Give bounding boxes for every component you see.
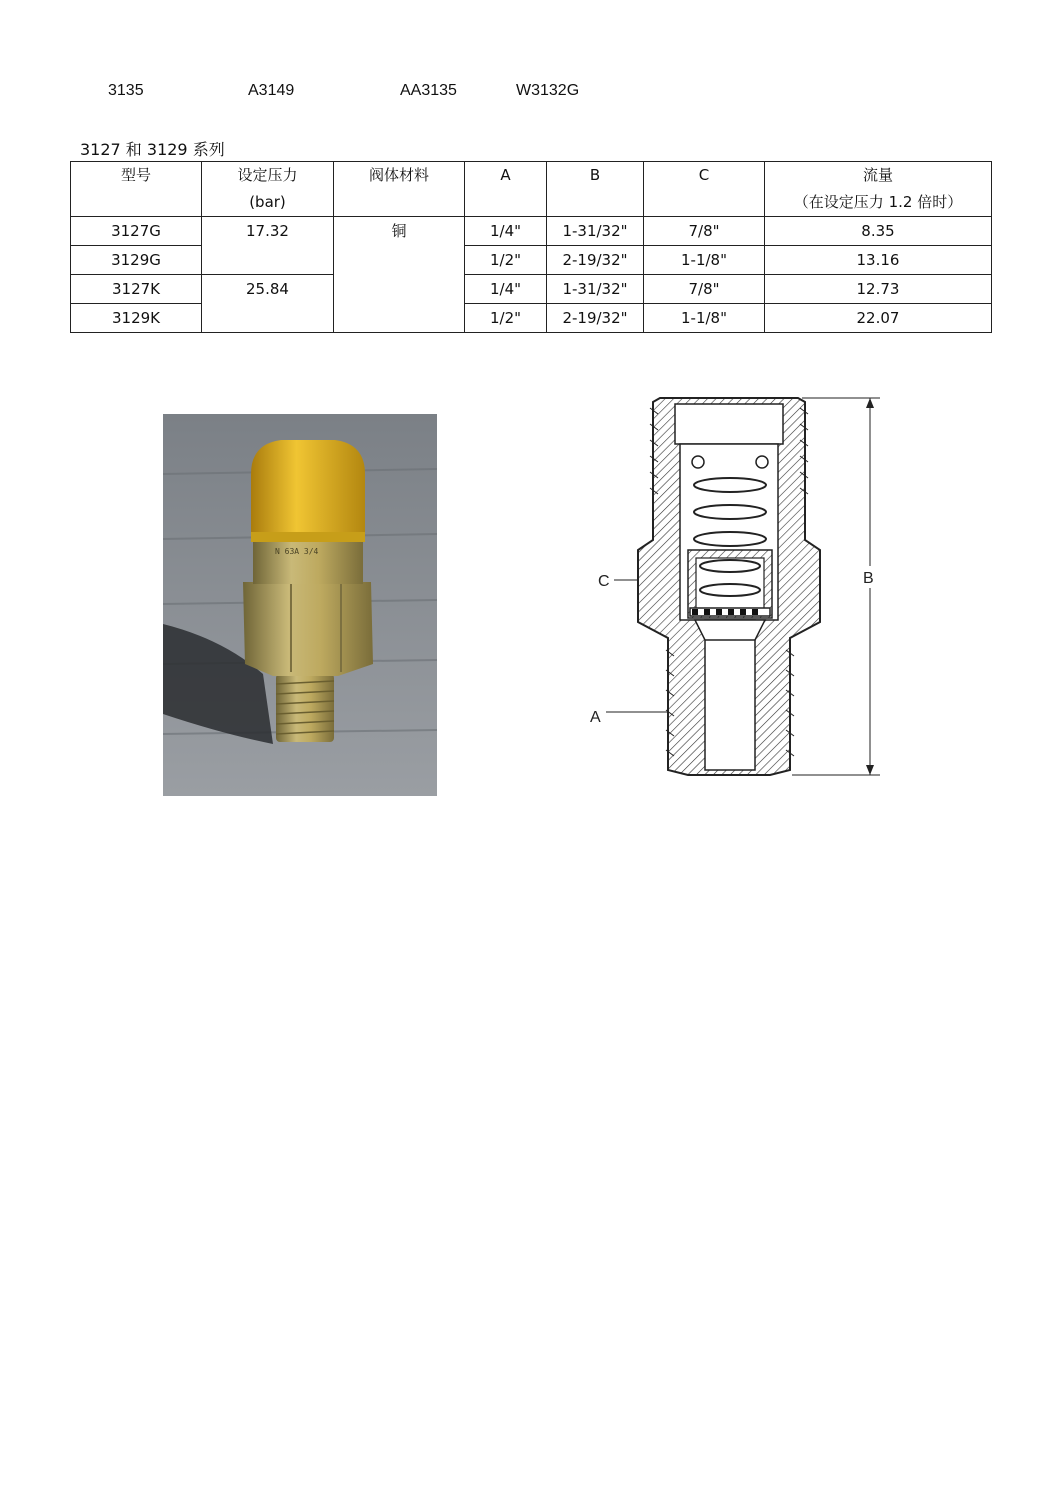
header-c: C bbox=[644, 162, 765, 217]
table-header-row bbox=[71, 162, 992, 217]
series-title: 3127 和 3129 系列 bbox=[80, 140, 225, 159]
cell-model: 3127G bbox=[71, 217, 202, 246]
cell-flow: 12.73 bbox=[765, 275, 992, 304]
header-pressure-label: 设定压力 bbox=[237, 166, 298, 184]
cell-c: 1-1/8" bbox=[644, 246, 765, 275]
header-pressure bbox=[202, 162, 334, 217]
cell-c: 7/8" bbox=[644, 217, 765, 246]
cell-flow: 8.35 bbox=[765, 217, 992, 246]
dimension-label-b: B bbox=[863, 570, 874, 587]
cell-model: 3127K bbox=[71, 275, 202, 304]
cell-pressure: 25.84 bbox=[202, 275, 334, 333]
model-number: 3135 bbox=[108, 82, 144, 99]
model-number: AA3135 bbox=[400, 82, 457, 99]
table-row bbox=[71, 217, 992, 246]
svg-text:N 63A 3/4: N 63A 3/4 bbox=[275, 547, 319, 556]
cell-flow: 22.07 bbox=[765, 304, 992, 333]
cell-pressure: 17.32 bbox=[202, 217, 334, 275]
header-flow-label: 流量 bbox=[862, 166, 893, 184]
dimension-label-a: A bbox=[590, 709, 601, 726]
header-b: B bbox=[547, 162, 644, 217]
cell-b: 1-31/32" bbox=[547, 275, 644, 304]
valve-photo bbox=[163, 414, 437, 796]
cell-flow: 13.16 bbox=[765, 246, 992, 275]
header-pressure-unit: (bar) bbox=[249, 193, 286, 211]
dimension-label-c: C bbox=[598, 573, 610, 590]
cell-a: 1/4" bbox=[465, 217, 547, 246]
model-number: W3132G bbox=[516, 82, 580, 99]
cell-c: 1-1/8" bbox=[644, 304, 765, 333]
cell-a: 1/2" bbox=[465, 246, 547, 275]
cell-a: 1/4" bbox=[465, 275, 547, 304]
table-row bbox=[71, 275, 992, 304]
cell-a: 1/2" bbox=[465, 304, 547, 333]
header-model: 型号 bbox=[71, 162, 202, 217]
cell-b: 2-19/32" bbox=[547, 304, 644, 333]
cell-material: 铜 bbox=[334, 217, 465, 333]
valve-cross-section-diagram bbox=[580, 390, 900, 790]
model-number-row bbox=[0, 82, 1061, 104]
cell-model: 3129K bbox=[71, 304, 202, 333]
header-flow-note: （在设定压力 1.2 倍时） bbox=[793, 193, 963, 211]
cell-b: 2-19/32" bbox=[547, 246, 644, 275]
header-a: A bbox=[465, 162, 547, 217]
cell-model: 3129G bbox=[71, 246, 202, 275]
cell-b: 1-31/32" bbox=[547, 217, 644, 246]
model-number: A3149 bbox=[248, 82, 295, 99]
header-flow bbox=[765, 162, 992, 217]
cell-c: 7/8" bbox=[644, 275, 765, 304]
spec-table bbox=[70, 161, 992, 333]
header-material: 阀体材料 bbox=[334, 162, 465, 217]
